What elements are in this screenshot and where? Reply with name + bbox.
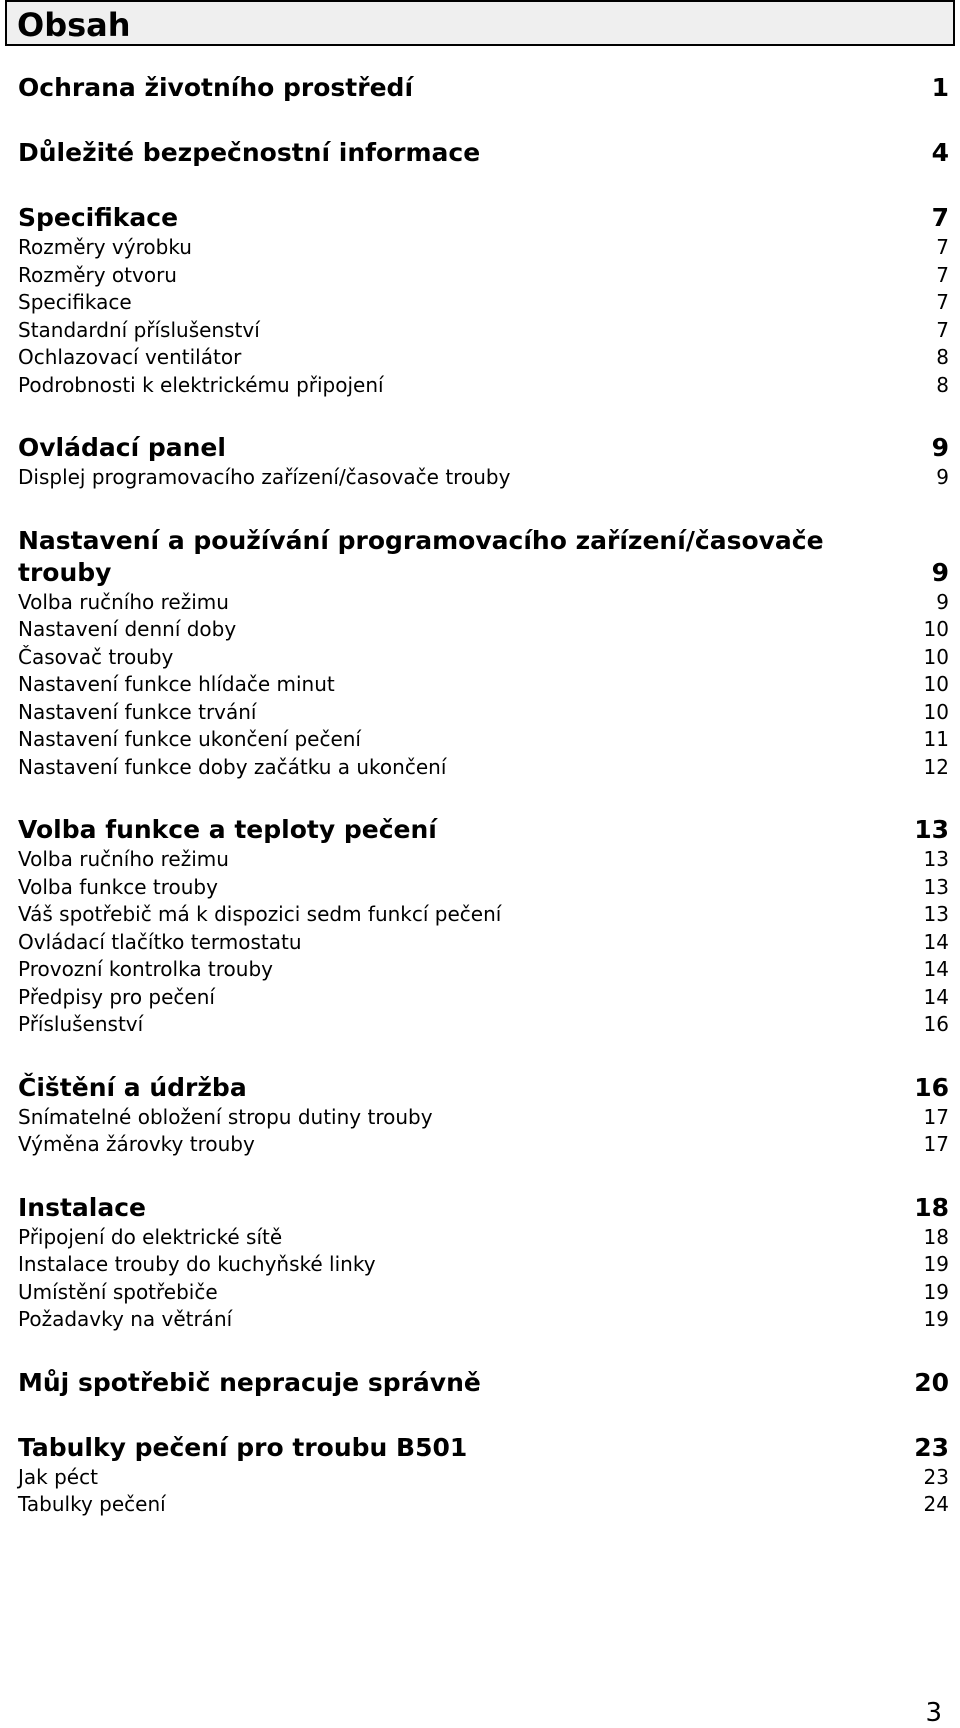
toc-section[interactable]: [18, 1072, 949, 1104]
toc-section-page: 7: [931, 203, 949, 232]
toc-entry[interactable]: [18, 344, 949, 372]
toc-entry-page: 7: [936, 317, 949, 342]
toc-section[interactable]: [18, 72, 949, 104]
toc-entry-page: 19: [923, 1307, 949, 1331]
toc-entry-page: 14: [923, 957, 949, 981]
toc-section[interactable]: [18, 1367, 949, 1399]
toc-entry[interactable]: [18, 464, 949, 492]
toc-section-label: Specifikace: [18, 203, 179, 232]
toc-entry-label: Ovládací tlačítko termostatu: [18, 929, 302, 954]
toc-entry-label: Displej programovacího zařízení/časovače trouby: [18, 465, 511, 489]
toc-entry-page: 8: [936, 345, 949, 369]
toc-entry-page: 10: [923, 672, 949, 696]
toc-entry-page: 19: [923, 1279, 949, 1304]
toc-section-page: 16: [914, 1072, 949, 1102]
page-number: 3: [925, 1698, 942, 1728]
toc-section-title[interactable]: [18, 525, 949, 557]
toc-entry-page: 14: [923, 984, 949, 1009]
toc-entry-page: 9: [936, 465, 949, 489]
toc-entry-page: 16: [923, 1012, 949, 1036]
toc-entry[interactable]: [18, 984, 949, 1012]
toc-entry[interactable]: [18, 699, 949, 727]
toc-entry-label: Připojení do elektrické sítě: [18, 1224, 283, 1249]
toc-entry-label: Provozní kontrolka trouby: [18, 957, 273, 981]
toc-entry[interactable]: [18, 616, 949, 644]
toc-entry-label: Výměna žárovky trouby: [18, 1132, 255, 1156]
toc-section-page: 9: [931, 557, 949, 587]
toc-section-page: 18: [914, 1192, 949, 1222]
toc-section-label: Ochrana životního prostředí: [18, 73, 414, 102]
toc-entry[interactable]: [18, 929, 949, 957]
toc-entry-label: Volba ručního režimu: [18, 847, 229, 871]
toc-section[interactable]: [18, 137, 949, 169]
toc-entry-label: Časovač trouby: [18, 644, 174, 669]
toc-entry[interactable]: [18, 644, 949, 672]
toc-entry-page: 13: [923, 847, 949, 871]
toc-entry[interactable]: [18, 289, 949, 317]
toc-section-page: 20: [914, 1367, 949, 1397]
toc-entry[interactable]: [18, 1491, 949, 1519]
toc-section-label-continued: trouby: [18, 557, 112, 587]
toc-entry-page: 8: [936, 372, 949, 397]
toc-entry[interactable]: [18, 262, 949, 290]
toc-section-page: 9: [931, 433, 949, 462]
toc-entry[interactable]: [18, 1104, 949, 1132]
toc-entry-page: 7: [936, 290, 949, 314]
toc-section-page: 4: [931, 138, 949, 167]
toc-entry[interactable]: [18, 956, 949, 984]
toc-section-page: 23: [914, 1432, 949, 1462]
toc-section[interactable]: [18, 432, 949, 464]
toc-section-label: Můj spotřebič nepracuje správně: [18, 1367, 481, 1397]
toc-entry-label: Ochlazovací ventilátor: [18, 345, 242, 369]
toc-entry[interactable]: [18, 1224, 949, 1252]
toc-entry-page: 17: [923, 1104, 949, 1129]
toc-entry[interactable]: [18, 1251, 949, 1279]
toc-entry-page: 13: [923, 874, 949, 899]
toc-section-label: Instalace: [18, 1192, 147, 1222]
toc-title: Obsah: [17, 6, 131, 44]
toc-entry-page: 13: [923, 902, 949, 926]
toc-section-label: Čištění a údržba: [18, 1072, 247, 1102]
toc-section[interactable]: [18, 557, 949, 589]
toc-entry-label: Předpisy pro pečení: [18, 984, 215, 1009]
toc-entry-label: Umístění spotřebiče: [18, 1279, 218, 1304]
toc-entry[interactable]: [18, 1131, 949, 1159]
toc-section-label: Volba funkce a teploty pečení: [18, 815, 437, 844]
toc-entry[interactable]: [18, 846, 949, 874]
toc-section[interactable]: [18, 814, 949, 846]
toc-entry[interactable]: [18, 589, 949, 617]
toc-entry-label: Instalace trouby do kuchyňské linky: [18, 1252, 376, 1276]
toc-section-page: 1: [931, 73, 949, 102]
toc-entry-page: 12: [923, 754, 949, 779]
toc-entry-page: 7: [936, 262, 949, 287]
toc-section-label: Tabulky pečení pro troubu B501: [18, 1432, 468, 1462]
toc-entry-page: 19: [923, 1252, 949, 1276]
toc-entry-label: Nastavení funkce ukončení pečení: [18, 727, 361, 751]
toc-section-label: Důležité bezpečnostní informace: [18, 138, 481, 167]
toc-entry-label: Nastavení funkce trvání: [18, 699, 257, 724]
toc-entry[interactable]: [18, 317, 949, 345]
toc-entry-label: Specifikace: [18, 290, 132, 314]
toc-entry[interactable]: [18, 754, 949, 782]
toc-section-label: Ovládací panel: [18, 433, 226, 462]
toc-entry-page: 24: [923, 1492, 949, 1516]
toc-entry-page: 9: [936, 589, 949, 614]
toc-entry-label: Tabulky pečení: [18, 1492, 166, 1516]
toc-entry-label: Nastavení funkce hlídače minut: [18, 672, 335, 696]
toc-entry-page: 17: [923, 1132, 949, 1156]
toc-entry-label: Nastavení denní doby: [18, 617, 237, 641]
toc-section[interactable]: [18, 1192, 949, 1224]
toc-section-label: Nastavení a používání programovacího zařízení/časovače: [18, 525, 824, 555]
toc-section[interactable]: [18, 1432, 949, 1464]
toc-entry[interactable]: [18, 726, 949, 754]
toc-entry-label: Váš spotřebič má k dispozici sedm funkcí pečení: [18, 902, 502, 926]
toc-entry-page: 23: [923, 1464, 949, 1489]
toc-entry[interactable]: [18, 372, 949, 400]
toc-header: [5, 0, 955, 46]
toc-entry-page: 11: [923, 727, 949, 751]
table-of-contents: [18, 72, 949, 1519]
toc-entry-page: 10: [923, 644, 949, 669]
toc-entry-label: Příslušenství: [18, 1012, 144, 1036]
toc-entry-label: Snímatelné obložení stropu dutiny trouby: [18, 1104, 433, 1129]
toc-entry-label: Rozměry výrobku: [18, 235, 192, 259]
toc-entry[interactable]: [18, 1306, 949, 1334]
toc-entry[interactable]: [18, 234, 949, 262]
toc-entry[interactable]: [18, 671, 949, 699]
toc-entry-page: 10: [923, 617, 949, 641]
toc-entry-page: 7: [936, 235, 949, 259]
toc-entry-label: Volba funkce trouby: [18, 874, 218, 899]
toc-entry-label: Standardní příslušenství: [18, 317, 260, 342]
toc-entry[interactable]: [18, 901, 949, 929]
toc-entry-page: 18: [923, 1224, 949, 1249]
toc-entry-label: Podrobnosti k elektrickému připojení: [18, 372, 384, 397]
toc-entry[interactable]: [18, 1011, 949, 1039]
toc-section[interactable]: [18, 202, 949, 234]
toc-entry-label: Požadavky na větrání: [18, 1307, 233, 1331]
toc-entry-label: Volba ručního režimu: [18, 589, 229, 614]
toc-entry-label: Nastavení funkce doby začátku a ukončení: [18, 754, 447, 779]
toc-entry[interactable]: [18, 874, 949, 902]
toc-entry-label: Rozměry otvoru: [18, 262, 177, 287]
toc-entry[interactable]: [18, 1464, 949, 1492]
toc-entry-page: 14: [923, 929, 949, 954]
toc-entry-label: Jak péct: [18, 1464, 98, 1489]
toc-entry-page: 10: [923, 699, 949, 724]
toc-section-page: 13: [914, 815, 949, 844]
toc-entry[interactable]: [18, 1279, 949, 1307]
